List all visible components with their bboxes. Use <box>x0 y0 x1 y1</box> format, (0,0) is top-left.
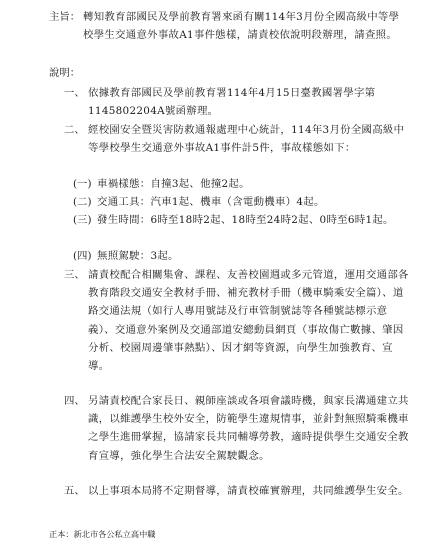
cc-line <box>49 528 155 540</box>
item-4-number: 四、 <box>64 395 85 407</box>
item-3-number: 三、 <box>64 269 85 281</box>
item-2-sub-1-number: (一) <box>73 178 92 190</box>
item-5-number: 五、 <box>64 485 85 497</box>
subject-label: 主旨： <box>49 11 81 23</box>
item-2-number: 二、 <box>64 124 85 136</box>
item-2-sub-3-text: 發生時間：6時至18時2起、18時至24時2起、0時至6時1起。 <box>97 214 394 226</box>
subject-text: 轉知教育部國民及學前教育署來函有關114年3月份全國高級中等學校學生交通意外事故A1事件態樣，請責校依說明段辦理，請查照。 <box>83 11 400 42</box>
item-4-text: 另請責校配合家長日、親師座談或各項會議時機，與家長溝通建立共識，以維護學生校外安全，防範學生違規情事，並針對無照騎乘機車之學生進冊掌握，協請家長共同輔導勞教，適時提供學生交通安全教育宣導，強化學生合法安全駕駛觀念。 <box>88 395 409 462</box>
item-3-text: 請責校配合相關集會、課程、友善校園週或多元管道，運用交通部各教育階段交通安全教材手冊、補充教材手冊（機車騎乘安全篇）、道路交通法規（如行人專用號誌及行車管制號誌等各種號誌標示意義）、交通意外案例及交通部道安總動員網頁（事故傷亡數據、肇因分析、校園周邊肇事熱點）、因才網等資源，向學生加強教育、宣導。 <box>88 269 409 373</box>
item-2-sub-4-number: (四) <box>73 250 92 262</box>
item-2-sub-1-text: 車禍樣態：自撞3起、他撞2起。 <box>97 178 250 190</box>
explanation-label: 說明： <box>49 67 81 79</box>
item-2-sub-3-number: (三) <box>73 214 92 226</box>
item-5-text: 以上事項本局將不定期督導，請責校確實辦理，共同維護學生安全。 <box>88 485 409 497</box>
item-2-sub-2-number: (二) <box>73 196 92 208</box>
cc-label: 正本： <box>49 529 74 539</box>
item-1-text: 依據教育部國民及學前教育署114年4月15日臺教國署學字第1145802204A號函辦理。 <box>88 87 376 118</box>
item-1-number: 一、 <box>64 87 85 99</box>
item-2-text: 經校園安全暨災害防救通報處理中心統計，114年3月份全國高級中等學校學生交通意外事故A1事件計5件，事故樣態如下： <box>88 124 405 155</box>
cc-recipients: 新北市各公私立高中職 <box>73 529 156 539</box>
item-2-sub-2-text: 交通工具：汽車1起、機車（含電動機車）4起。 <box>97 196 325 208</box>
item-2-sub-4-text: 無照駕駛：3起。 <box>97 250 179 262</box>
